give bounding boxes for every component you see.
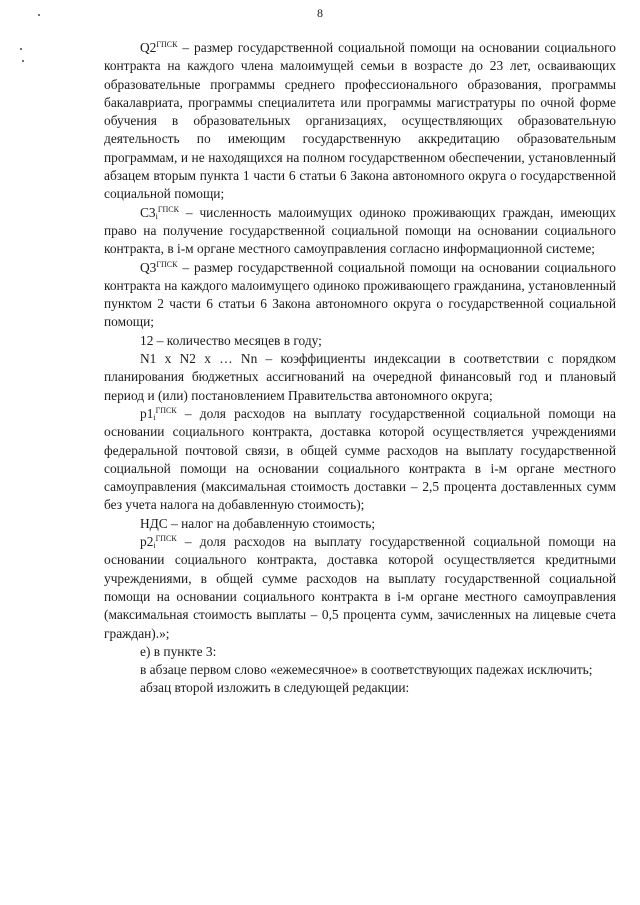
paragraph-months: 12 – количество месяцев в году; [140, 332, 322, 348]
paragraph-text: – доля расходов на выплату государственной социальной помощи на основании социального контракта, доставка которой осуществляется учреждениями федеральной почтовой связи, в общей сумме расходов на выплату государственной социальной помощи на основании социального контракта в i-м органе местного самоуправления (максимальная стоимость доставки – 2,5 процента доставленных сумм без учета налога на добавленную стоимость); [104, 405, 616, 513]
paragraph-text: – размер государственной социальной помощи на основании социального контракта на каждого члена малоимущей семьи в возрасте до 23 лет, осваивающих образовательные программы среднего профессионального образования, программы бакалавриата, программы специалитета или программы магистратуры по очной форме обучения в образовательных организациях, осуществляющих образовательную деятельность по имеющим государственную аккредитацию образовательным программам, и не находящихся на полном государственном обеспечении, установленный абзацем вторым пункта 1 части 6 статьи 6 Закона автономного округа о государственной социальной помощи; [104, 40, 616, 202]
paragraph-p2-definition [104, 533, 616, 643]
paragraph-text: – размер государственной социальной помощи на основании социального контракта на каждого малоимущего одиноко проживающего гражданина, установленный пунктом 2 части 6 статьи 6 Закона автономного округа о государственной социальной помощи; [104, 259, 616, 330]
superscript-gpsk: ГПСК [155, 405, 177, 415]
paragraph-vat: НДС – налог на добавленную стоимость; [140, 515, 376, 531]
symbol-p1: p1 [140, 405, 154, 421]
document-body [104, 39, 616, 698]
paragraph-q3-definition [104, 259, 616, 332]
symbol-q3: Q3 [140, 259, 157, 275]
paragraph-item-e: е) в пункте 3: [140, 643, 217, 659]
symbol-q2: Q2 [140, 40, 157, 55]
symbol-p2: p2 [140, 534, 154, 550]
superscript-gpsk: ГПСК [155, 534, 177, 544]
subscript-i: i [153, 541, 156, 551]
superscript-gpsk: ГПСК [156, 40, 178, 49]
paragraph-second-abzac: абзац второй изложить в следующей редакции: [140, 680, 410, 696]
paragraph-indexation: N1 x N2 x … Nn – коэффициенты индексации в соответствии с порядком планирования бюджетных ассигнований на очередной финансовый год и плановый период и (или) постановлением Правительства автономного округа; [104, 351, 616, 403]
superscript-gpsk: ГПСК [157, 204, 179, 214]
scan-speck [22, 60, 24, 62]
page-number: 8 [317, 6, 323, 20]
paragraph-q2-definition [104, 39, 616, 204]
paragraph-c3-definition [104, 204, 616, 259]
paragraph-first-abzac: в абзаце первом слово «ежемесячное» в соответствующих падежах исключить; [140, 662, 593, 678]
symbol-c3: C3 [140, 204, 156, 220]
paragraph-text: – численность малоимущих одиноко проживающих граждан, имеющих право на получение государственной социальной помощи на основании социального контракта, в i-м органе местного самоуправления согласно информационной системе; [104, 204, 616, 257]
subscript-i: i [155, 211, 158, 221]
subscript-i: i [153, 412, 156, 422]
paragraph-p1-definition [104, 405, 616, 515]
paragraph-text: – доля расходов на выплату государственной социальной помощи на основании социального контракта, доставка которой осуществляется кредитными учреждениями, в общей сумме расходов на выплату государственной социальной помощи на основании социального контракта в i-м органе местного самоуправления (максимальная стоимость выплаты – 0,5 процента сумм, зачисленных на лицевые счета граждан).»; [104, 534, 616, 641]
superscript-gpsk: ГПСК [156, 259, 178, 269]
scan-speck [20, 48, 22, 50]
